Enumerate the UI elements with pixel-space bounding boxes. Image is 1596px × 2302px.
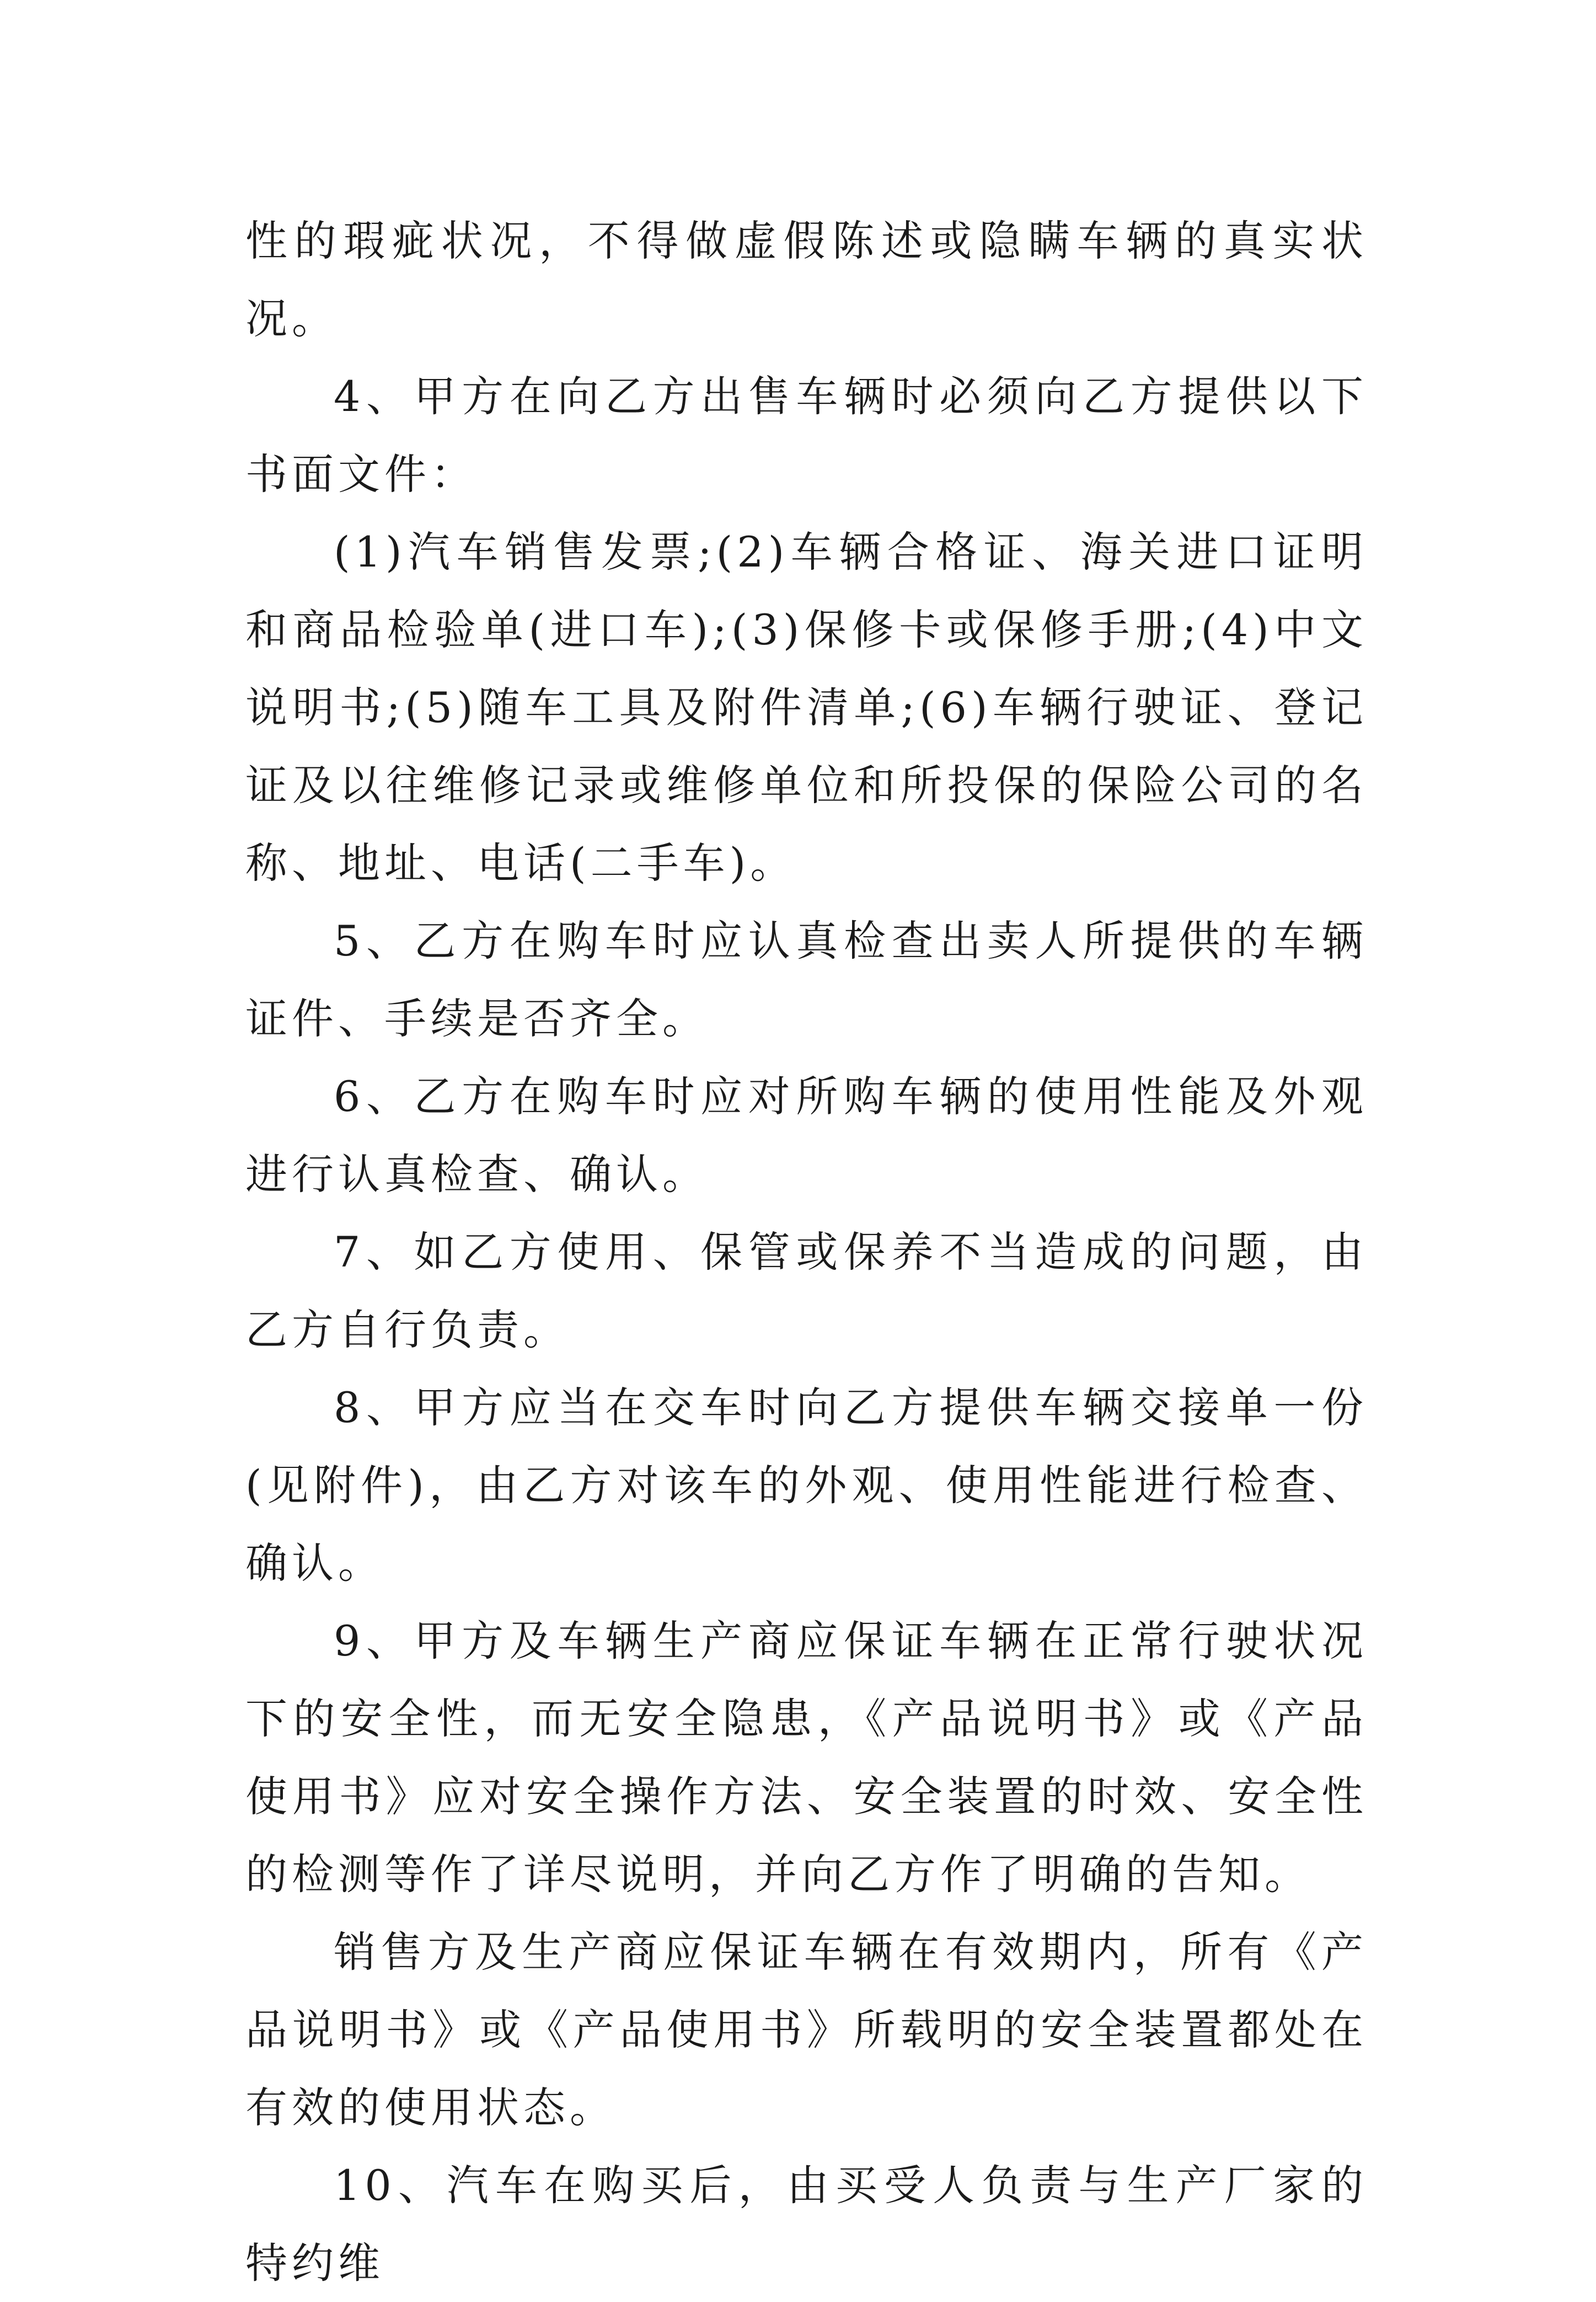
paragraph-clause-5: 5、乙方在购车时应认真检查出卖人所提供的车辆证件、手续是否齐全。 (245, 916, 1368, 1043)
paragraph-safety-validity: 销售方及生产商应保证车辆在有效期内，所有《产品说明书》或《产品使用书》所载明的安全装置都处在有效的使用状态。 (245, 1927, 1368, 2132)
paragraph-clause-8: 8、甲方应当在交车时向乙方提供车辆交接单一份(见附件)，由乙方对该车的外观、使用性能进行检查、确认。 (245, 1383, 1368, 1588)
paragraph-defect-disclosure: 性的瑕疵状况，不得做虚假陈述或隐瞒车辆的真实状况。 (245, 216, 1368, 343)
paragraph-clause-4: 4、甲方在向乙方出售车辆时必须向乙方提供以下书面文件： (245, 372, 1368, 499)
paragraph-clause-6: 6、乙方在购车时应对所购车辆的使用性能及外观进行认真检查、确认。 (245, 1072, 1368, 1199)
paragraph-clause-9: 9、甲方及车辆生产商应保证车辆在正常行驶状况下的安全性，而无安全隐患，《产品说明书》或《产品使用书》应对安全操作方法、安全装置的时效、安全性的检测等作了详尽说明，并向乙方作了明确的告知。 (245, 1616, 1368, 1899)
paragraph-clause-10: 10、汽车在购买后，由买受人负责与生产厂家的特约维 (245, 2161, 1368, 2288)
paragraph-clause-7: 7、如乙方使用、保管或保养不当造成的问题，由乙方自行负责。 (245, 1227, 1368, 1354)
paragraph-document-list: (1)汽车销售发票;(2)车辆合格证、海关进口证明和商品检验单(进口车);(3)保修卡或保修手册;(4)中文说明书;(5)随车工具及附件清单;(6)车辆行驶证、登记证及以往维修记录或维修单位和所投保的保险公司的名称、地址、电话(二手车)。 (245, 527, 1368, 888)
document-body (245, 202, 1368, 2302)
